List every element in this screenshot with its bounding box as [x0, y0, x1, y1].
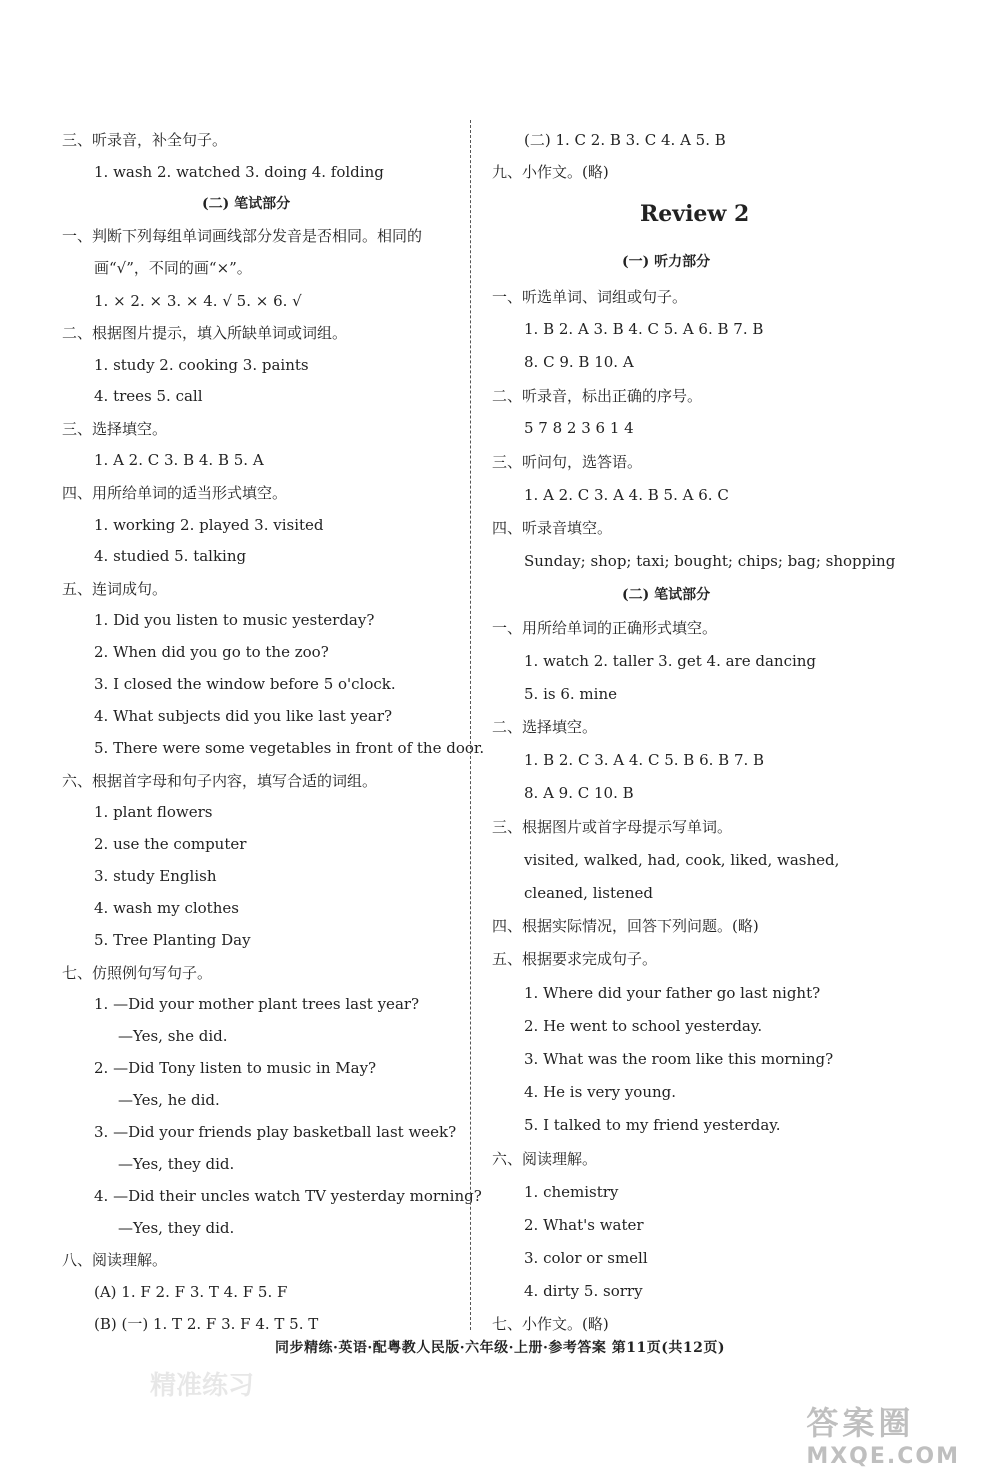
- section-heading: (一) 听力部分: [622, 254, 711, 270]
- watermark-logo-text: 答案圈: [806, 1404, 915, 1442]
- answer-line: 2. When did you go to the zoo?: [94, 643, 329, 661]
- answer-line: 4. dirty 5. sorry: [524, 1282, 643, 1300]
- answer-line: 1. plant flowers: [94, 803, 213, 821]
- answer-line: 5 7 8 2 3 6 1 4: [524, 419, 634, 437]
- answer-line: 1. A 2. C 3. A 4. B 5. A 6. C: [524, 486, 729, 504]
- answer-line: 4. wash my clothes: [94, 899, 239, 917]
- answer-line: 2. What's water: [524, 1216, 644, 1234]
- answer-line: 5. There were some vegetables in front of the door.: [94, 739, 485, 757]
- answer-line: 1. B 2. C 3. A 4. C 5. B 6. B 7. B: [524, 751, 765, 769]
- answer-line: 8. C 9. B 10. A: [524, 353, 634, 371]
- answer-line: 1. × 2. × 3. × 4. √ 5. × 6. √: [94, 292, 302, 310]
- answer-line: 3. What was the room like this morning?: [524, 1050, 834, 1068]
- answer-line: 2. —Did Tony listen to music in May?: [94, 1059, 377, 1077]
- section-heading: Review 2: [640, 201, 750, 227]
- answer-line: 5. I talked to my friend yesterday.: [524, 1116, 781, 1134]
- answer-line: Sunday; shop; taxi; bought; chips; bag; shopping: [524, 552, 896, 570]
- question-heading: 四、根据实际情况，回答下列问题。(略): [492, 917, 759, 935]
- answer-line: 1. B 2. A 3. B 4. C 5. A 6. B 7. B: [524, 320, 764, 338]
- section-heading: (二) 笔试部分: [622, 587, 711, 603]
- answer-line: —Yes, she did.: [118, 1027, 228, 1045]
- answer-line: visited, walked, had, cook, liked, washed,: [524, 851, 840, 869]
- answer-line: 1. —Did your mother plant trees last year?: [94, 995, 420, 1013]
- answer-line: (二) 1. C 2. B 3. C 4. A 5. B: [524, 131, 726, 149]
- question-heading: 三、听问句，选答语。: [492, 453, 643, 471]
- column-divider: [470, 120, 471, 1330]
- answer-line: 1. working 2. played 3. visited: [94, 516, 324, 534]
- answer-line: —Yes, they did.: [118, 1155, 235, 1173]
- question-heading: 一、听选单词、词组或句子。: [492, 288, 688, 306]
- answer-line: 2. He went to school yesterday.: [524, 1017, 763, 1035]
- answer-line: 3. —Did your friends play basketball last week?: [94, 1123, 457, 1141]
- question-heading: 六、根据首字母和句子内容，填写合适的词组。: [62, 772, 378, 790]
- answer-line: (B) (一) 1. T 2. F 3. F 4. T 5. T: [94, 1315, 319, 1333]
- question-heading: 四、听录音填空。: [492, 519, 613, 537]
- answer-line: 8. A 9. C 10. B: [524, 784, 634, 802]
- question-heading: 七、小作文。(略): [492, 1315, 609, 1333]
- answer-line: 1. wash 2. watched 3. doing 4. folding: [94, 163, 384, 181]
- answer-line: 1. study 2. cooking 3. paints: [94, 356, 309, 374]
- question-heading: 三、选择填空。: [62, 420, 168, 438]
- answer-line: 1. Did you listen to music yesterday?: [94, 611, 375, 629]
- question-heading: 一、用所给单词的正确形式填空。: [492, 619, 718, 637]
- answer-line: 3. color or smell: [524, 1249, 648, 1267]
- answer-line: 5. Tree Planting Day: [94, 931, 251, 949]
- section-heading: (二) 笔试部分: [202, 196, 291, 212]
- answer-line: 1. chemistry: [524, 1183, 619, 1201]
- watermark-url: MXQE.COM: [806, 1444, 960, 1469]
- question-heading: 画“√”，不同的画“×”。: [94, 259, 252, 277]
- page-footer: 同步精练·英语·配粤教人民版·六年级·上册·参考答案 第11页(共12页): [275, 1340, 725, 1356]
- question-heading: 二、听录音，标出正确的序号。: [492, 387, 703, 405]
- answer-line: (A) 1. F 2. F 3. T 4. F 5. F: [94, 1283, 288, 1301]
- question-heading: 三、根据图片或首字母提示写单词。: [492, 818, 733, 836]
- answer-line: 2. use the computer: [94, 835, 247, 853]
- answer-line: cleaned, listened: [524, 884, 654, 902]
- question-heading: 九、小作文。(略): [492, 163, 609, 181]
- answer-line: 4. trees 5. call: [94, 387, 203, 405]
- answer-line: 5. is 6. mine: [524, 685, 617, 703]
- question-heading: 八、阅读理解。: [62, 1251, 168, 1269]
- answer-line: 4. —Did their uncles watch TV yesterday morning?: [94, 1187, 482, 1205]
- answer-line: 4. studied 5. talking: [94, 547, 247, 565]
- answer-line: —Yes, they did.: [118, 1219, 235, 1237]
- stamp-watermark: 精准练习: [150, 1371, 255, 1401]
- answer-line: —Yes, he did.: [118, 1091, 220, 1109]
- question-heading: 一、判断下列每组单词画线部分发音是否相同。相同的: [62, 227, 423, 245]
- question-heading: 二、根据图片提示，填入所缺单词或词组。: [62, 324, 348, 342]
- answer-line: 4. What subjects did you like last year?: [94, 707, 393, 725]
- question-heading: 六、阅读理解。: [492, 1150, 598, 1168]
- answer-line: 3. I closed the window before 5 o'clock.: [94, 675, 396, 693]
- answer-line: 1. watch 2. taller 3. get 4. are dancing: [524, 652, 817, 670]
- question-heading: 五、连词成句。: [62, 580, 168, 598]
- question-heading: 七、仿照例句写句子。: [62, 964, 213, 982]
- site-watermark: [806, 1398, 960, 1469]
- question-heading: 四、用所给单词的适当形式填空。: [62, 484, 288, 502]
- question-heading: 三、听录音，补全句子。: [62, 131, 228, 149]
- question-heading: 二、选择填空。: [492, 718, 598, 736]
- answer-line: 1. A 2. C 3. B 4. B 5. A: [94, 451, 264, 469]
- answer-line: 3. study English: [94, 867, 217, 885]
- answer-line: 4. He is very young.: [524, 1083, 677, 1101]
- answer-line: 1. Where did your father go last night?: [524, 984, 821, 1002]
- question-heading: 五、根据要求完成句子。: [492, 950, 658, 968]
